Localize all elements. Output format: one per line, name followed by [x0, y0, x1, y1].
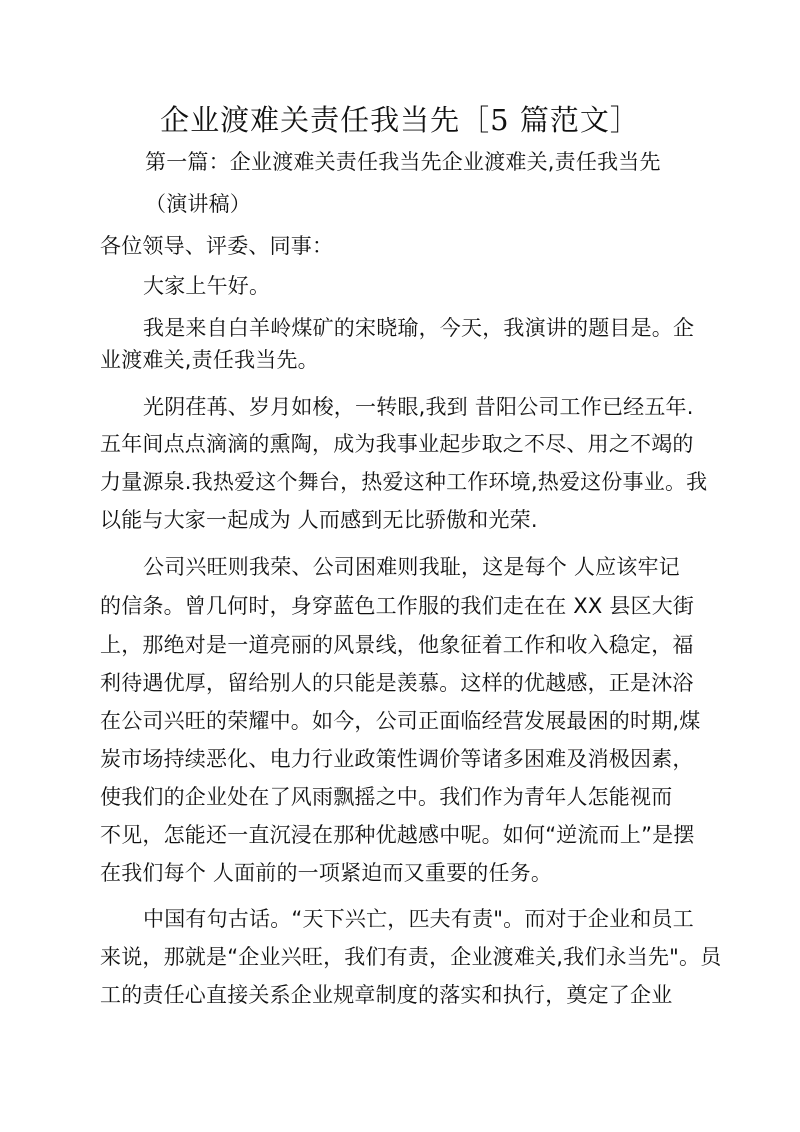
greeting-line: 各位领导、评委、同事：: [100, 234, 334, 258]
text-line: 以能与大家一起成为 人而感到无比骄傲和光荣.: [100, 508, 538, 532]
text-line: 力量源泉.我热爱这个舞台，热爱这种工作环境,热爱这份事业。我: [100, 470, 708, 494]
text-line: 的信条。曾几何时，身穿蓝色工作服的我们走在在 XX 县区大街: [100, 594, 695, 618]
text-line: 大家上午好。: [143, 274, 271, 298]
text-line: 炭市场持续恶化、电力行业政策性调价等诸多困难及消极因素，: [100, 747, 694, 771]
text-line: 工的责任心直接关系企业规章制度的落实和执行，奠定了企业: [100, 983, 673, 1007]
text-line: 利待遇优厚，留给别人的只能是羡慕。这样的优越感，正是沐浴: [100, 671, 694, 695]
section-subheading: （演讲稿）: [145, 192, 251, 216]
text-line: 业渡难关,责任我当先。: [100, 348, 319, 372]
text-line: 光阴荏苒、岁月如梭，一转眼,我到 昔阳公司工作已经五年.: [143, 395, 694, 419]
text-line: 在公司兴旺的荣耀中。如今，公司正面临经营发展最困的时期,煤: [100, 709, 701, 733]
text-line: 来说，那就是“企业兴旺，我们有责，企业渡难关,我们永当先"。员: [100, 945, 722, 969]
text-line: 中国有句古话。“天下兴亡，匹夫有责"。而对于企业和员工: [143, 907, 694, 931]
text-line: 不见，怎能还一直沉浸在那种优越感中呢。如何“逆流而上”是摆: [100, 823, 695, 847]
text-line: 上，那绝对是一道亮丽的风景线，他象征着工作和收入稳定，福: [100, 633, 694, 657]
text-line: 我是来自白羊岭煤矿的宋晓瑜，今天，我演讲的题目是。企: [143, 316, 695, 340]
text-line: 在我们每个 人面前的一项紧迫而又重要的任务。: [100, 861, 553, 885]
section-heading: 第一篇：企业渡难关责任我当先企业渡难关,责任我当先: [145, 150, 661, 174]
text-line: 公司兴旺则我荣、公司困难则我耻，这是每个 人应该牢记: [143, 555, 680, 579]
document-title: 企业渡难关责任我当先［5 篇范文］: [160, 103, 640, 137]
text-line: 使我们的企业处在了风雨飘摇之中。我们作为青年人怎能视而: [100, 785, 673, 809]
text-line: 五年间点点滴滴的熏陶，成为我事业起步取之不尽、用之不竭的: [100, 432, 694, 456]
